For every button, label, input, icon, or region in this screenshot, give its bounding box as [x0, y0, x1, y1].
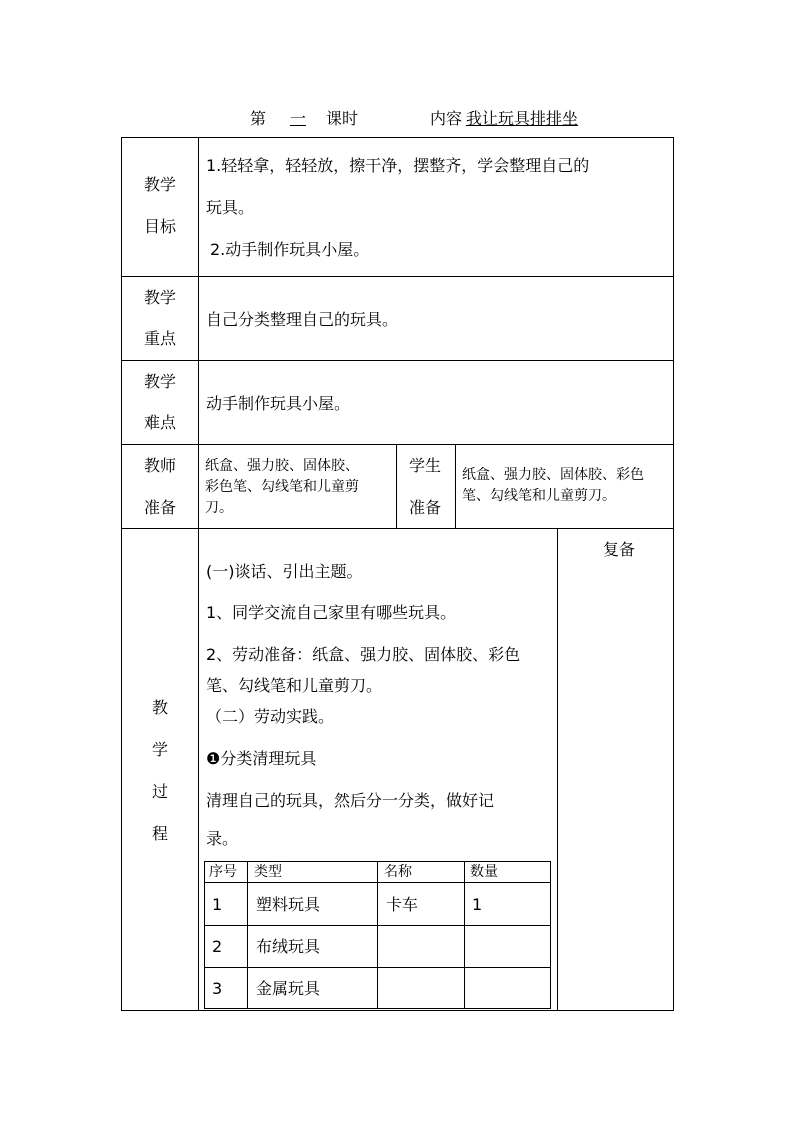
record-table-line [204, 861, 205, 1008]
process-label-char: 学 [151, 740, 168, 759]
record-header-name: 名称 [384, 864, 412, 880]
record-header-type: 类型 [254, 864, 282, 880]
student-prep-label-line1: 学生 [408, 456, 441, 475]
prep-divider [396, 444, 397, 528]
record-table-line [204, 1008, 551, 1009]
table-cell: 布绒玩具 [256, 937, 321, 956]
teacher-prep-line3: 刀。 [205, 500, 233, 516]
student-prep-line2: 笔、勾线笔和儿童剪刀。 [462, 488, 616, 504]
focus-label-line1: 教学 [143, 288, 176, 307]
lesson-header [0, 106, 794, 130]
focus-text: 自己分类整理自己的玩具。 [206, 310, 399, 329]
process-step-2-line2: 笔、勾线笔和儿童剪刀。 [206, 676, 383, 695]
table-border-top [121, 137, 674, 138]
teacher-prep-label-line1: 教师 [143, 456, 176, 475]
difficulty-label-line2: 难点 [143, 413, 176, 432]
process-section-2: （二）劳动实践。 [206, 707, 335, 726]
lesson-number: 一 [289, 109, 306, 128]
process-step-1: 1、同学交流自己家里有哪些玩具。 [206, 603, 457, 622]
process-instruction-line2: 录。 [206, 829, 239, 848]
record-table-line [247, 861, 248, 1008]
table-cell: 1 [472, 895, 483, 914]
table-border-right [673, 137, 674, 1010]
process-divider [557, 528, 558, 1010]
teacher-prep-label-line2: 准备 [143, 498, 176, 517]
goal-item-2: 2.动手制作玩具小屋。 [210, 240, 370, 259]
process-label-char: 教 [151, 698, 168, 717]
row-divider [121, 276, 674, 277]
lesson-suffix: 课时 [326, 109, 359, 128]
content-label: 内容 [430, 109, 463, 128]
difficulty-text: 动手制作玩具小屋。 [206, 394, 351, 413]
table-cell: 金属玩具 [256, 979, 321, 998]
process-step-2-line1: 2、劳动准备：纸盒、强力胶、固体胶、彩色 [206, 645, 521, 664]
row-divider [121, 528, 674, 529]
content-title: 我让玩具排排坐 [466, 109, 579, 128]
process-section-1: (一)谈话、引出主题。 [206, 562, 363, 581]
process-instruction-line1: 清理自己的玩具，然后分一分类，做好记 [206, 791, 495, 810]
revision-note-label: 复备 [603, 540, 636, 559]
difficulty-label-line1: 教学 [143, 372, 176, 391]
table-cell: 1 [212, 895, 223, 914]
process-label-char: 过 [151, 782, 168, 801]
teacher-prep-line1: 纸盒、强力胶、固体胶、 [205, 458, 359, 474]
record-header-count: 数量 [470, 864, 498, 880]
lesson-prefix: 第 [250, 109, 267, 128]
table-cell: 卡车 [386, 895, 419, 914]
row-divider [121, 444, 674, 445]
student-prep-line1: 纸盒、强力胶、固体胶、彩色 [462, 467, 644, 483]
record-table-line [464, 861, 465, 1008]
record-header-index: 序号 [209, 864, 237, 880]
label-column-divider [198, 137, 199, 1010]
prep-divider [455, 444, 456, 528]
goal-item-1-line1: 1.轻轻拿，轻轻放，擦干净，摆整齐，学会整理自己的 [206, 156, 590, 175]
table-border-left [121, 137, 122, 1010]
table-border-bottom [121, 1010, 674, 1011]
table-cell: 3 [212, 979, 223, 998]
goals-label-line1: 教学 [143, 175, 176, 194]
process-label-char: 程 [151, 824, 168, 843]
goals-label-line2: 目标 [143, 217, 176, 236]
table-cell: 2 [212, 937, 223, 956]
goal-item-1-line2: 玩具。 [206, 198, 255, 217]
record-table-line [377, 861, 378, 1008]
teacher-prep-line2: 彩色笔、勾线笔和儿童剪 [205, 479, 359, 495]
record-table-line [550, 861, 551, 1008]
focus-label-line2: 重点 [143, 329, 176, 348]
student-prep-label-line2: 准备 [408, 498, 441, 517]
table-cell: 塑料玩具 [256, 895, 321, 914]
row-divider [121, 360, 674, 361]
process-sub-1: ❶分类清理玩具 [206, 749, 317, 768]
